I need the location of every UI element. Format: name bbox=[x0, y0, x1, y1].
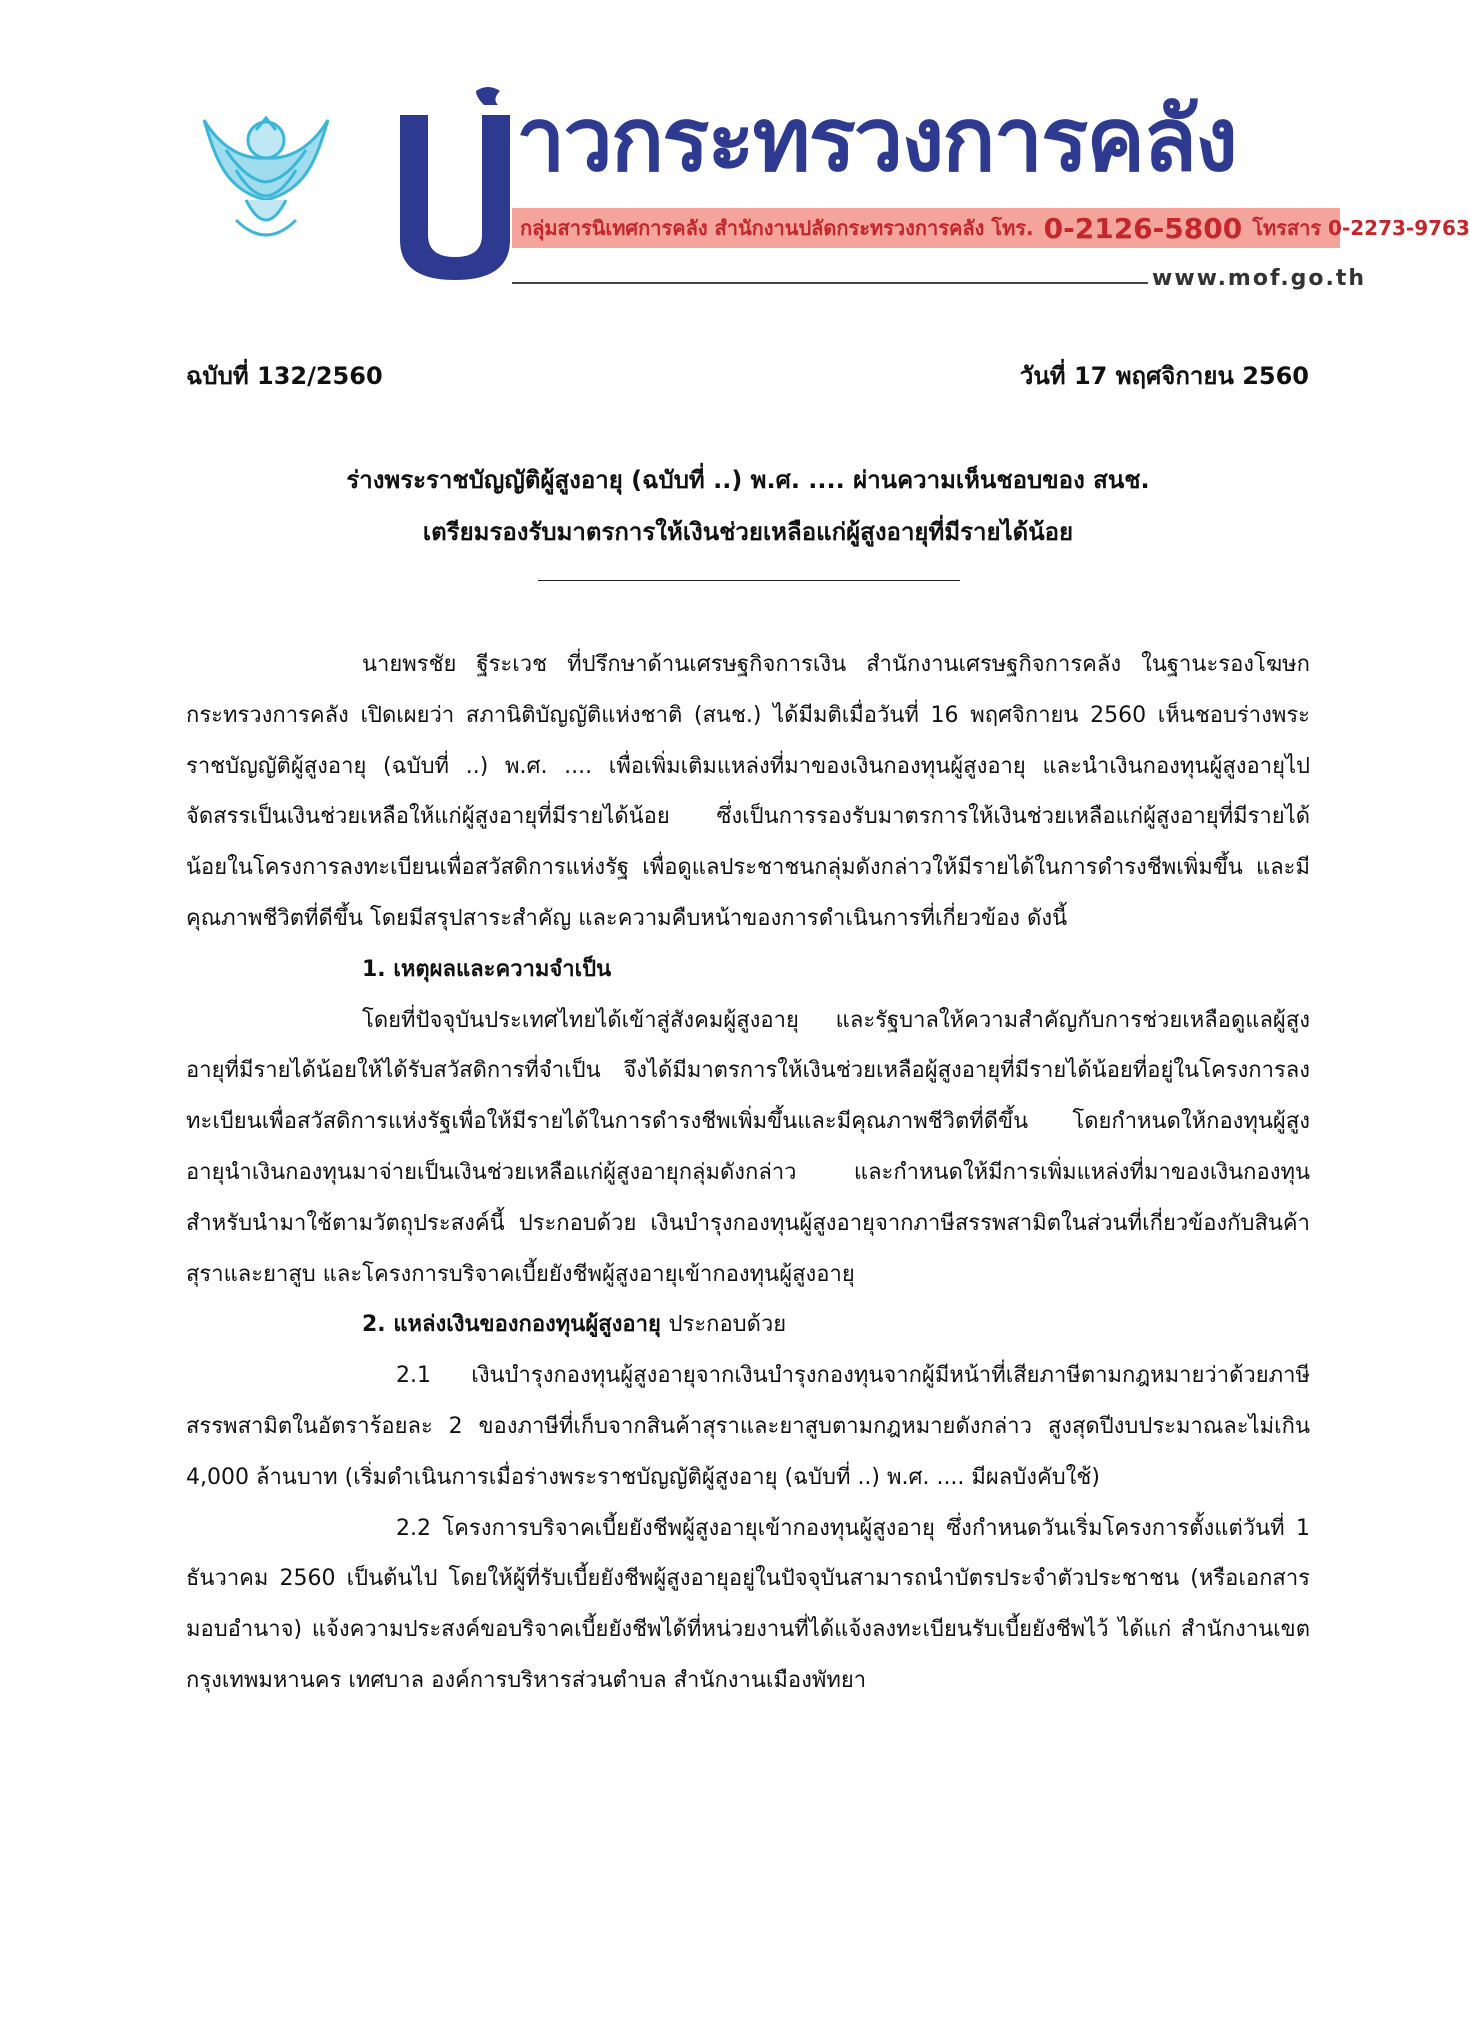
section-1-title: 1. เหตุผลและความจำเป็น bbox=[362, 956, 612, 982]
section-1-paragraph: โดยที่ปัจจุบันประเทศไทยได้เข้าสู่สังคมผู้สูงอายุ และรัฐบาลให้ความสำคัญกับการช่วยเหลือดูแลผู้สูงอายุที่มีรายได้น้อยให้ได้รับสวัสดิการที่จำเป็น จึงได้มีมาตรการให้เงินช่วยเหลือผู้สูงอายุที่มีรายได้น้อยที่อยู่ในโครงการลงทะเบียนเพื่อสวัสดิการแห่งรัฐเพื่อให้มีรายได้ในการดำรงชีพเพิ่มขึ้นและมีคุณภาพชีวิตที่ดีขึ้น โดยกำหนดให้กองทุนผู้สูงอายุนำเงินกองทุนมาจ่ายเป็นเงินช่วยเหลือแก่ผู้สูงอายุกลุ่มดังกล่าว และกำหนดให้มีการเพิ่มแหล่งที่มาของเงินกองทุนสำหรับนำมาใช้ตามวัตถุประสงค์นี้ ประกอบด้วย เงินบำรุงกองทุนผู้สูงอายุจากภาษีสรรพสามิตในส่วนที่เกี่ยวข้องกับสินค้าสุราและยาสูบ และโครงการบริจาคเบี้ยยังชีพผู้สูงอายุเข้ากองทุนผู้สูงอายุ bbox=[186, 1007, 1310, 1287]
section-2-title: 2. แหล่งเงินของกองทุนผู้สูงอายุ bbox=[362, 1312, 661, 1338]
masthead-phone: 0-2126-5800 bbox=[1043, 211, 1243, 245]
garuda-emblem-icon bbox=[196, 100, 336, 250]
masthead-divider bbox=[512, 282, 1148, 284]
masthead-fax: โทรสาร 0-2273-9763 bbox=[1252, 216, 1470, 240]
article-body bbox=[186, 640, 1310, 1707]
item-2-2-paragraph: 2.2 โครงการบริจาคเบี้ยยังชีพผู้สูงอายุเข้ากองทุนผู้สูงอายุ ซึ่งกำหนดวันเริ่มโครงการตั้งแต่วันที่ 1 ธันวาคม 2560 เป็นต้นไป โดยให้ผู้ที่รับเบี้ยยังชีพผู้สูงอายุอยู่ในปัจจุบันสามารถนำบัตรประจำตัวประชาชน (หรือเอกสารมอบอำนาจ) แจ้งความประสงค์ขอบริจาคเบี้ยยังชีพได้ที่หน่วยงานที่ได้แจ้งลงทะเบียนรับเบี้ยยังชีพไว้ ได้แก่ สำนักงานเขตกรุงเทพมหานคร เทศบาล องค์การบริหารส่วนตำบล สำนักงานเมืองพัทยา bbox=[186, 1515, 1310, 1693]
issue-date: วันที่ 17 พฤศจิกายน 2560 bbox=[1019, 362, 1309, 390]
section-2-title-rest: ประกอบด้วย bbox=[668, 1312, 787, 1338]
headline-line-2: เตรียมรองรับมาตรการให้เงินช่วยเหลือแก่ผู้สูงอายุที่มีรายได้น้อย bbox=[422, 518, 1074, 546]
masthead-office: กลุ่มสารนิเทศการคลัง สำนักงานปลัดกระทรวงการคลัง โทร. bbox=[520, 216, 1034, 240]
masthead-title: าวกระทรวงการคลัง bbox=[516, 88, 1237, 191]
item-2-1-paragraph: 2.1 เงินบำรุงกองทุนผู้สูงอายุจากเงินบำรุงกองทุนจากผู้มีหน้าที่เสียภาษีตามกฎหมายว่าด้วยภาษีสรรพสามิตในอัตราร้อยละ 2 ของภาษีที่เก็บจากสินค้าสุราและยาสูบตามกฎหมายดังกล่าว สูงสุดปีงบประมาณละไม่เกิน 4,000 ล้านบาท (เริ่มดำเนินการเมื่อร่างพระราชบัญญัติผู้สูงอายุ (ฉบับที่ ..) พ.ศ. .... มีผลบังคับใช้) bbox=[186, 1363, 1310, 1490]
masthead-initial-glyph bbox=[380, 85, 530, 285]
section-1-heading bbox=[186, 945, 1310, 996]
masthead-contact-banner bbox=[512, 208, 1470, 248]
issue-number: ฉบับที่ 132/2560 bbox=[186, 362, 383, 390]
headline-underline bbox=[538, 580, 960, 581]
masthead-url[interactable]: www.mof.go.th bbox=[1152, 266, 1367, 291]
headline-line-1: ร่างพระราชบัญญัติผู้สูงอายุ (ฉบับที่ ..) พ.ศ. .... ผ่านความเห็นชอบของ สนช. bbox=[346, 466, 1150, 494]
section-2-heading bbox=[186, 1300, 1310, 1351]
intro-paragraph: นายพรชัย ฐีระเวช ที่ปรึกษาด้านเศรษฐกิจการเงิน สำนักงานเศรษฐกิจการคลัง ในฐานะรองโฆษกกระทรวงการคลัง เปิดเผยว่า สภานิติบัญญัติแห่งชาติ (สนช.) ได้มีมติเมื่อวันที่ 16 พฤศจิกายน 2560 เห็นชอบร่างพระราชบัญญัติผู้สูงอายุ (ฉบับที่ ..) พ.ศ. .... เพื่อเพิ่มเติมแหล่งที่มาของเงินกองทุนผู้สูงอายุ และนำเงินกองทุนผู้สูงอายุไปจัดสรรเป็นเงินช่วยเหลือให้แก่ผู้สูงอายุที่มีรายได้น้อย ซึ่งเป็นการรองรับมาตรการให้เงินช่วยเหลือแก่ผู้สูงอายุที่มีรายได้น้อยในโครงการลงทะเบียนเพื่อสวัสดิการแห่งรัฐ เพื่อดูแลประชาชนกลุ่มดังกล่าวให้มีรายได้ในการดำรงชีพเพิ่มขึ้น และมีคุณภาพชีวิตที่ดีขึ้น โดยมีสรุปสาระสำคัญ และความคืบหน้าของการดำเนินการที่เกี่ยวข้อง ดังนี้ bbox=[186, 652, 1310, 931]
